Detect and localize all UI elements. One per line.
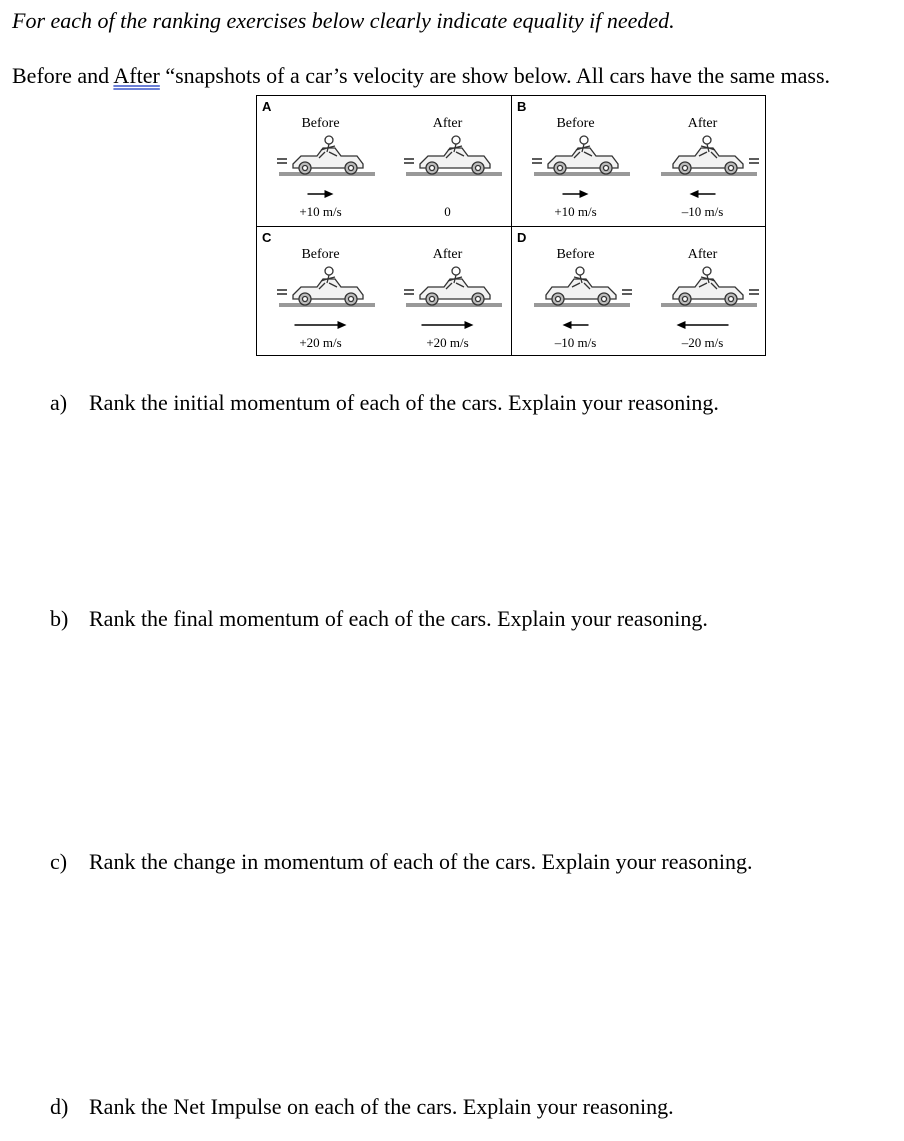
velocity-arrow-icon (512, 315, 639, 335)
panel-c (257, 227, 512, 357)
question-letter: a) (50, 390, 68, 415)
car-icon (404, 265, 504, 313)
car-icon (532, 134, 632, 182)
question-letter: d) (50, 1094, 69, 1119)
snapshot-label: After (432, 116, 463, 131)
intro-rest: “snapshots of a car’s velocity are show below. All cars have the same mass. (159, 63, 831, 88)
snapshot-label: After (687, 116, 718, 131)
snapshot-label: Before (556, 247, 595, 262)
instruction-text: For each of the ranking exercises below clearly indicate equality if needed. (12, 8, 675, 33)
snapshot-after (639, 227, 766, 357)
question-text: Rank the Net Impulse on each of the cars. Explain your reasoning. (89, 1094, 674, 1119)
panel-letter: C (262, 230, 272, 245)
question-letter: c) (50, 849, 68, 874)
velocity-label: –20 m/s (681, 335, 724, 350)
snapshot-before (512, 227, 639, 357)
velocity-label: +20 m/s (299, 335, 342, 350)
intro-text (12, 63, 830, 89)
question-letter: b) (50, 606, 69, 631)
snapshot-label: Before (301, 116, 340, 131)
question-text: Rank the change in momentum of each of the cars. Explain your reasoning. (89, 849, 753, 874)
velocity-arrow-icon (257, 184, 384, 204)
velocity-label: +20 m/s (426, 335, 469, 350)
question-text: Rank the final momentum of each of the cars. Explain your reasoning. (89, 606, 708, 631)
velocity-label: 0 (444, 204, 451, 219)
panel-b (512, 96, 767, 226)
velocity-snapshot-grid (256, 95, 766, 356)
velocity-label: +10 m/s (299, 204, 342, 219)
car-icon (659, 134, 759, 182)
question-c (50, 849, 752, 875)
snapshot-after (384, 227, 511, 357)
snapshot-label: After (687, 247, 718, 262)
question-a (50, 390, 719, 416)
intro-after-word: After (113, 63, 160, 88)
velocity-label: –10 m/s (681, 204, 724, 219)
velocity-arrow-icon (639, 184, 766, 204)
snapshot-label: Before (556, 116, 595, 131)
panel-letter: A (262, 99, 272, 114)
velocity-arrow-icon (384, 315, 511, 335)
snapshot-before (257, 227, 384, 357)
snapshot-after (639, 96, 766, 226)
velocity-label: +10 m/s (554, 204, 597, 219)
panel-letter: D (517, 230, 527, 245)
snapshot-label: Before (301, 247, 340, 262)
velocity-label: –10 m/s (554, 335, 597, 350)
snapshot-after (384, 96, 511, 226)
car-icon (404, 134, 504, 182)
car-icon (659, 265, 759, 313)
car-icon (277, 265, 377, 313)
snapshot-before (512, 96, 639, 226)
question-b (50, 606, 708, 632)
velocity-arrow-icon (257, 315, 384, 335)
velocity-arrow-icon (384, 184, 511, 204)
question-d (50, 1094, 674, 1120)
question-text: Rank the initial momentum of each of the cars. Explain your reasoning. (89, 390, 719, 415)
panel-d (512, 227, 767, 357)
panel-letter: B (517, 99, 527, 114)
panel-a (257, 96, 512, 226)
intro-before: Before and (12, 63, 114, 88)
car-icon (277, 134, 377, 182)
snapshot-label: After (432, 247, 463, 262)
velocity-arrow-icon (639, 315, 766, 335)
car-icon (532, 265, 632, 313)
velocity-arrow-icon (512, 184, 639, 204)
snapshot-before (257, 96, 384, 226)
